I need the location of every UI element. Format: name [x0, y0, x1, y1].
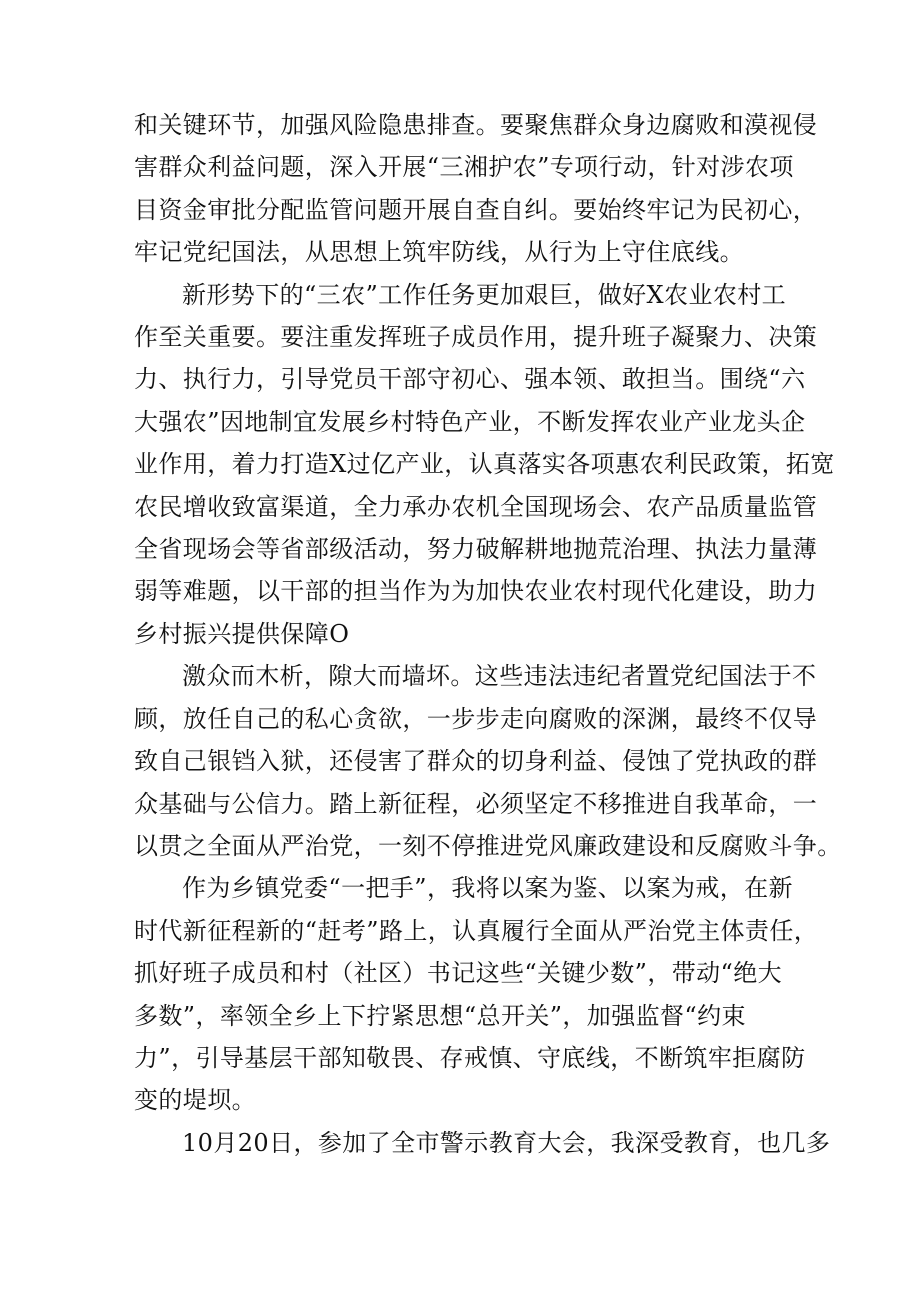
paragraph — [134, 1122, 831, 1164]
paragraph-line: 力、执行力，引导党员干部守初心、强本领、敢担当。围绕“六 — [134, 365, 806, 394]
paragraph — [134, 274, 835, 656]
paragraph-line: 大强农”因地制宜发展乡村特色产业，不断发挥农业产业龙头企 — [134, 407, 806, 436]
paragraph-line: 牢记党纪国法，从思想上筑牢防线，从行为上守住底线。 — [134, 238, 744, 267]
paragraph-line: 变的堤坝。 — [134, 1086, 256, 1115]
paragraph-line: 顾，放任自己的私心贪欲，一步步走向腐败的深渊，最终不仅导 — [134, 704, 818, 733]
paragraph-line: 目资金审批分配监管问题开展自查自纠。要始终牢记为民初心， — [134, 195, 818, 224]
paragraph — [134, 104, 818, 274]
paragraph-line: 弱等难题，以干部的担当作为为加快农业农村现代化建设，助力 — [134, 577, 818, 606]
paragraph-line: 新形势下的“三农”工作任务更加艰巨，做好X农业农村工 — [182, 280, 787, 309]
paragraph-line: 害群众利益问题，深入开展“三湘护农”专项行动，针对涉农项 — [134, 153, 794, 182]
paragraph-line: 和关键环节，加强风险隐患排查。要聚焦群众身边腐败和漠视侵 — [134, 111, 818, 139]
paragraph-line: 以贯之全面从严治党，一刻不停推进党风廉政建设和反腐败斗争。 — [134, 831, 842, 860]
paragraph — [134, 867, 819, 1121]
paragraph-line: 激众而木析，隙大而墙坏。这些违法违纪者置党纪国法于不 — [182, 662, 817, 691]
paragraph-line: 抓好班子成员和村（社区）书记这些“关键少数”，带动“绝大 — [134, 959, 783, 988]
paragraph-line: 农民增收致富渠道，全力承办农机全国现场会、农产品质量监管 — [134, 492, 818, 521]
paragraph-line: 作至关重要。要注重发挥班子成员作用，提升班子凝聚力、决策 — [134, 323, 818, 352]
paragraph-line: 时代新征程新的“赶考”路上，认真履行全面从严治党主体责任， — [134, 916, 819, 945]
paragraph-line: 作为乡镇党委“一把手”，我将以案为鉴、以案为戒，在新 — [182, 874, 793, 903]
paragraph — [134, 655, 842, 867]
paragraph-line: 致自己银铛入狱，还侵害了群众的切身利益、侵蚀了党执政的群 — [134, 747, 818, 776]
document-body — [134, 104, 842, 1164]
paragraph-line: 业作用，着力打造X过亿产业，认真落实各项惠农利民政策，拓宽 — [134, 450, 835, 479]
paragraph-line: 力”，引导基层干部知敬畏、存戒慎、守底线，不断筑牢拒腐防 — [134, 1043, 806, 1072]
paragraph-line: 众基础与公信力。踏上新征程，必须坚定不移推进自我革命，一 — [134, 789, 818, 818]
paragraph-line: 多数”，率领全乡上下拧紧思想“总开关”，加强监督“约束 — [134, 1001, 746, 1030]
paragraph-line: 全省现场会等省部级活动，努力破解耕地抛荒治理、执法力量薄 — [134, 535, 818, 564]
paragraph-line: 10月20日，参加了全市警示教育大会，我深受教育，也几多 — [182, 1128, 831, 1157]
paragraph-line: 乡村振兴提供保障O — [134, 619, 350, 648]
